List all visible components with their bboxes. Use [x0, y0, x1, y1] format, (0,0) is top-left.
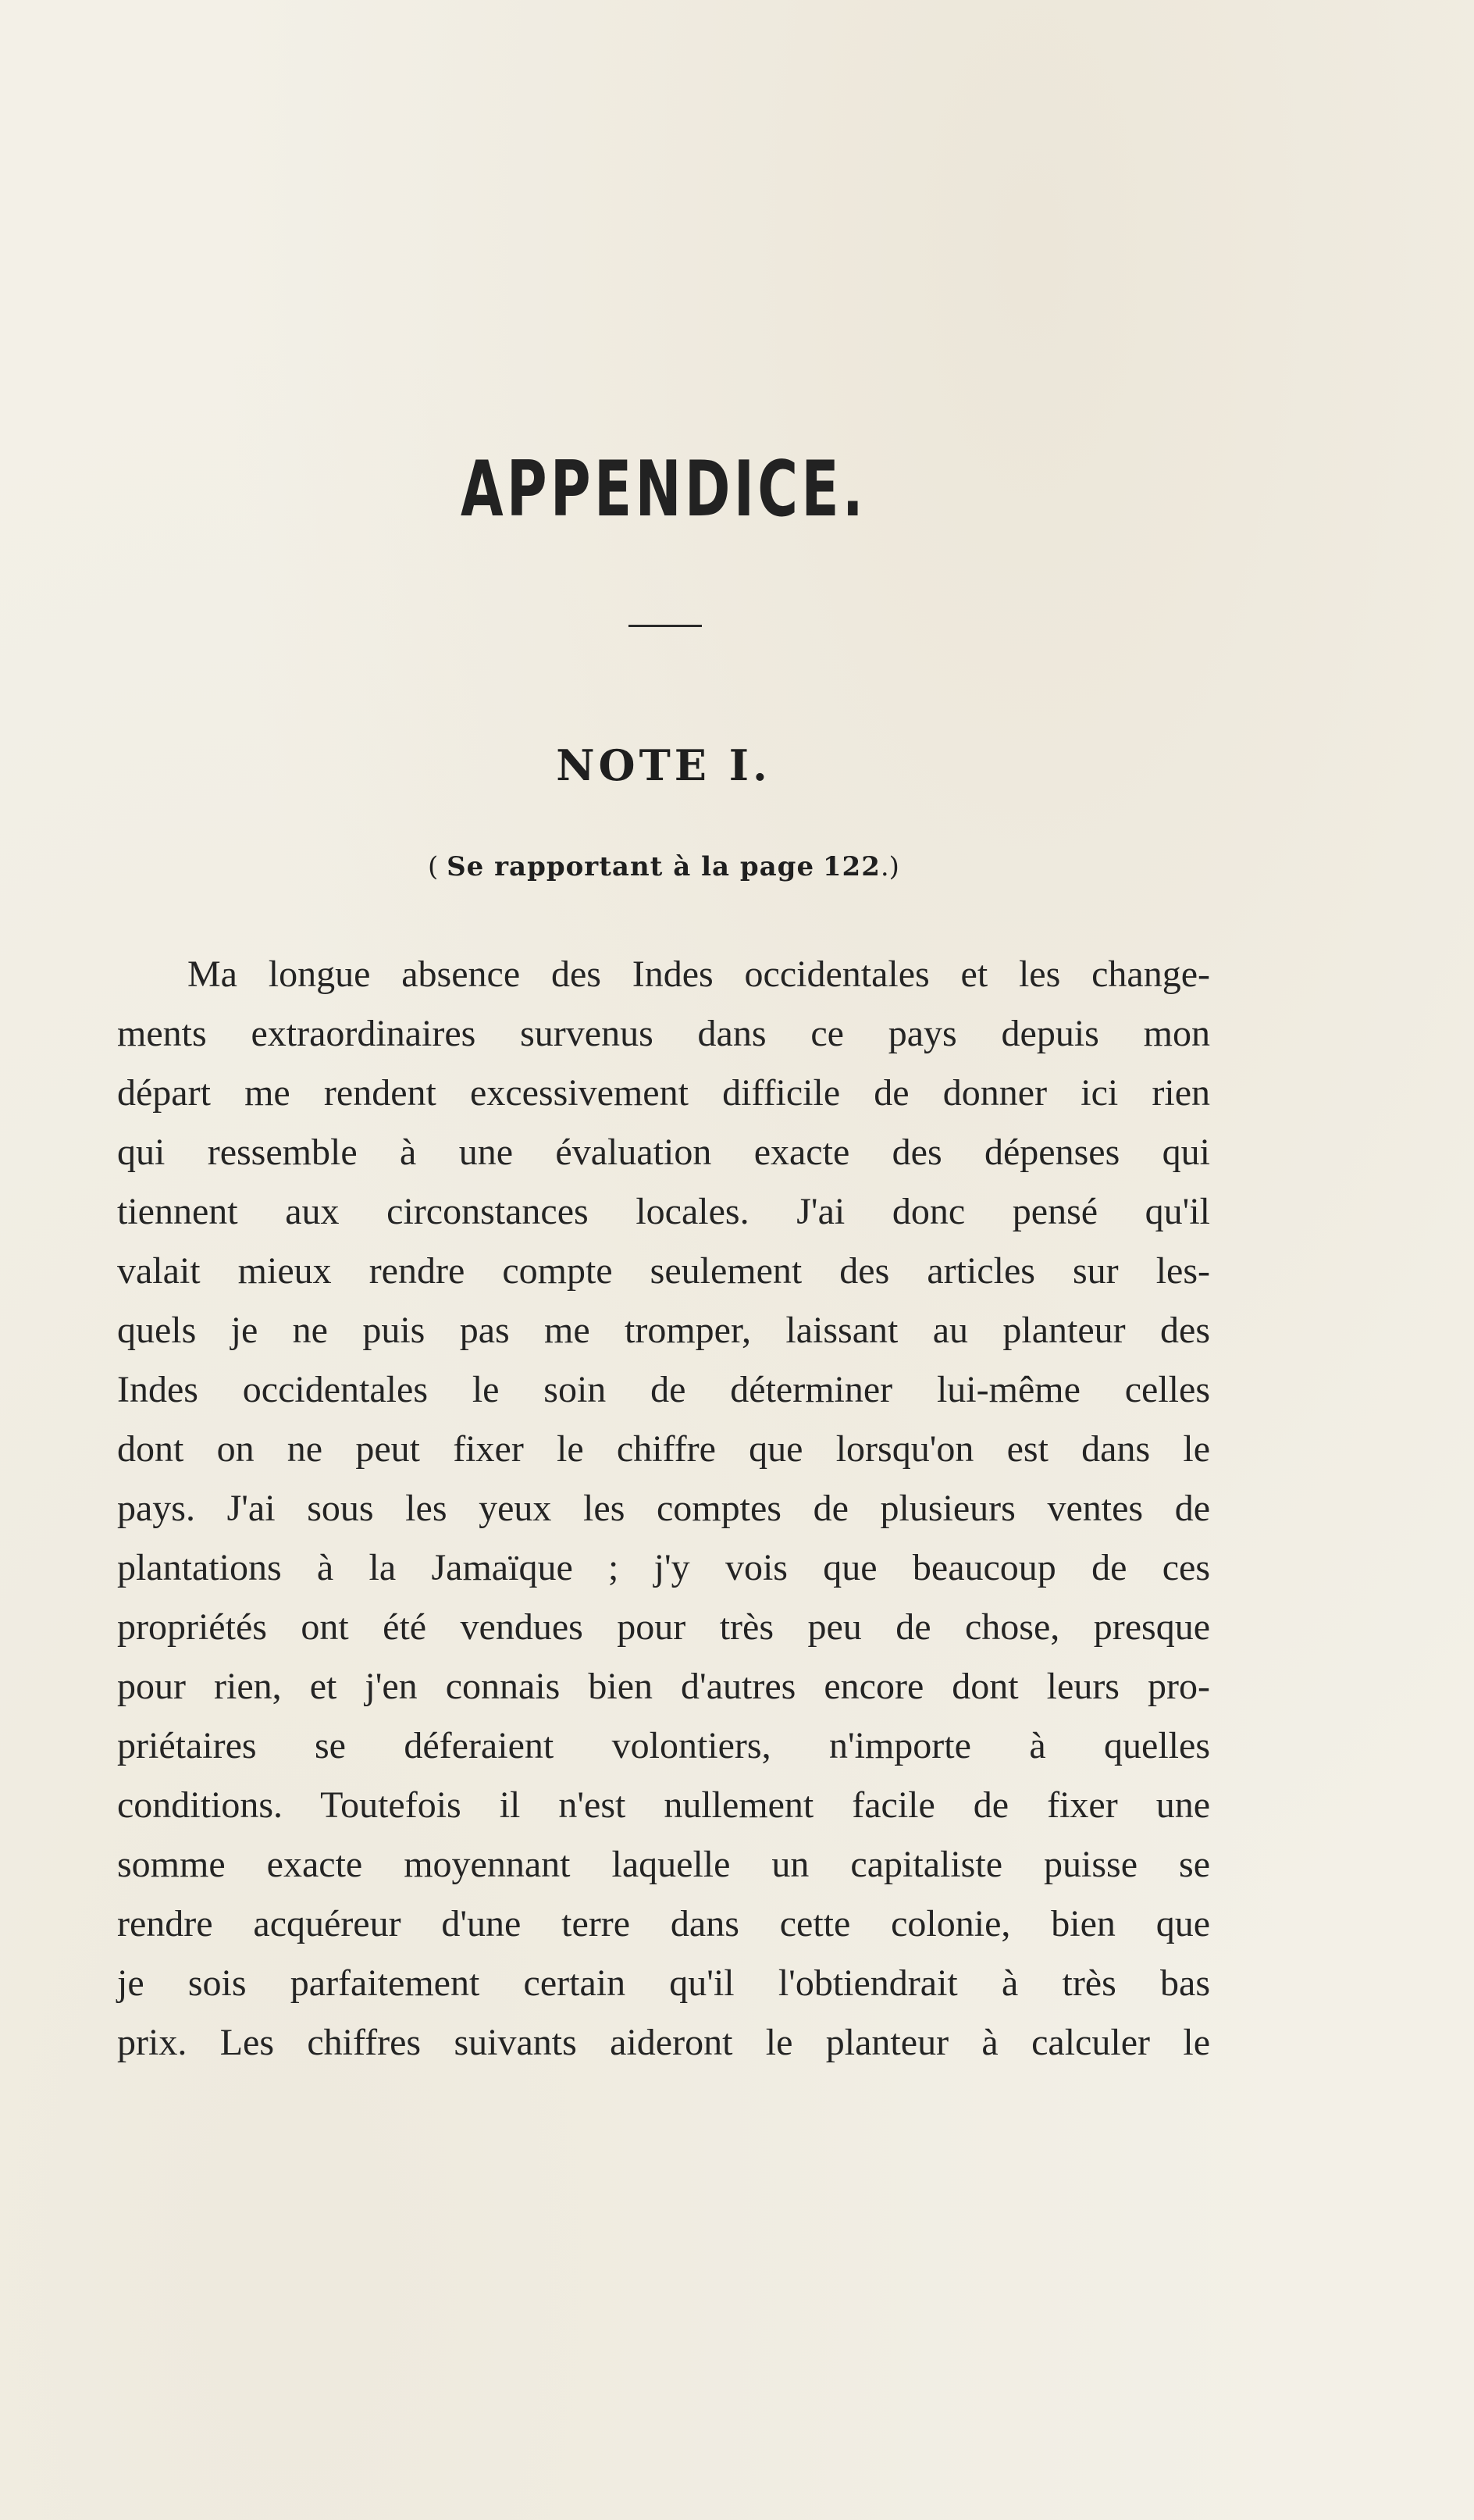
- reference-open-paren: (: [428, 851, 439, 882]
- text-line: prix. Les chiffres suivants aideront le planteur à calculer le: [117, 2022, 1210, 2063]
- text-line: tiennent aux circonstances locales. J'ai donc pensé qu'il: [117, 1191, 1210, 1232]
- text-line: ments extraordinaires survenus dans ce pays depuis mon: [117, 1013, 1210, 1054]
- body-paragraph: [117, 945, 1210, 2073]
- text-line: Ma longue absence des Indes occidentales et les change-: [187, 953, 1210, 995]
- text-line: départ me rendent excessivement difficile de donner ici rien: [117, 1072, 1210, 1114]
- text-line: pays. J'ai sous les yeux les comptes de plusieurs ventes de: [117, 1488, 1210, 1529]
- page-title: APPENDICE.: [460, 445, 867, 534]
- text-line: qui ressemble à une évaluation exacte des dépenses qui: [117, 1132, 1210, 1173]
- text-line: plantations à la Jamaïque ; j'y vois que beaucoup de ces: [117, 1547, 1210, 1588]
- note-title: NOTE I.: [556, 740, 771, 790]
- page-reference: [117, 851, 1210, 882]
- reference-page-number: 122: [822, 851, 881, 882]
- text-line: dont on ne peut fixer le chiffre que lorsqu'on est dans le: [117, 1428, 1210, 1470]
- text-line: pour rien, et j'en connais bien d'autres encore dont leurs pro-: [117, 1666, 1210, 1707]
- text-line: valait mieux rendre compte seulement des articles sur les-: [117, 1250, 1210, 1292]
- reference-close-paren: .): [880, 851, 899, 882]
- text-line: quels je ne puis pas me tromper, laissant au planteur des: [117, 1310, 1210, 1351]
- title-divider: [628, 625, 702, 627]
- text-line: rendre acquéreur d'une terre dans cette colonie, bien que: [117, 1903, 1210, 1944]
- text-line: Indes occidentales le soin de déterminer lui-même celles: [117, 1369, 1210, 1410]
- text-line: somme exacte moyennant laquelle un capitaliste puisse se: [117, 1844, 1210, 1885]
- reference-text: Se rapportant à la page: [447, 851, 815, 882]
- text-line: je sois parfaitement certain qu'il l'obtiendrait à très bas: [117, 1962, 1210, 2004]
- text-line: propriétés ont été vendues pour très peu de chose, presque: [117, 1606, 1210, 1648]
- text-line: conditions. Toutefois il n'est nullement facile de fixer une: [117, 1784, 1210, 1826]
- text-line: priétaires se déferaient volontiers, n'importe à quelles: [117, 1725, 1210, 1766]
